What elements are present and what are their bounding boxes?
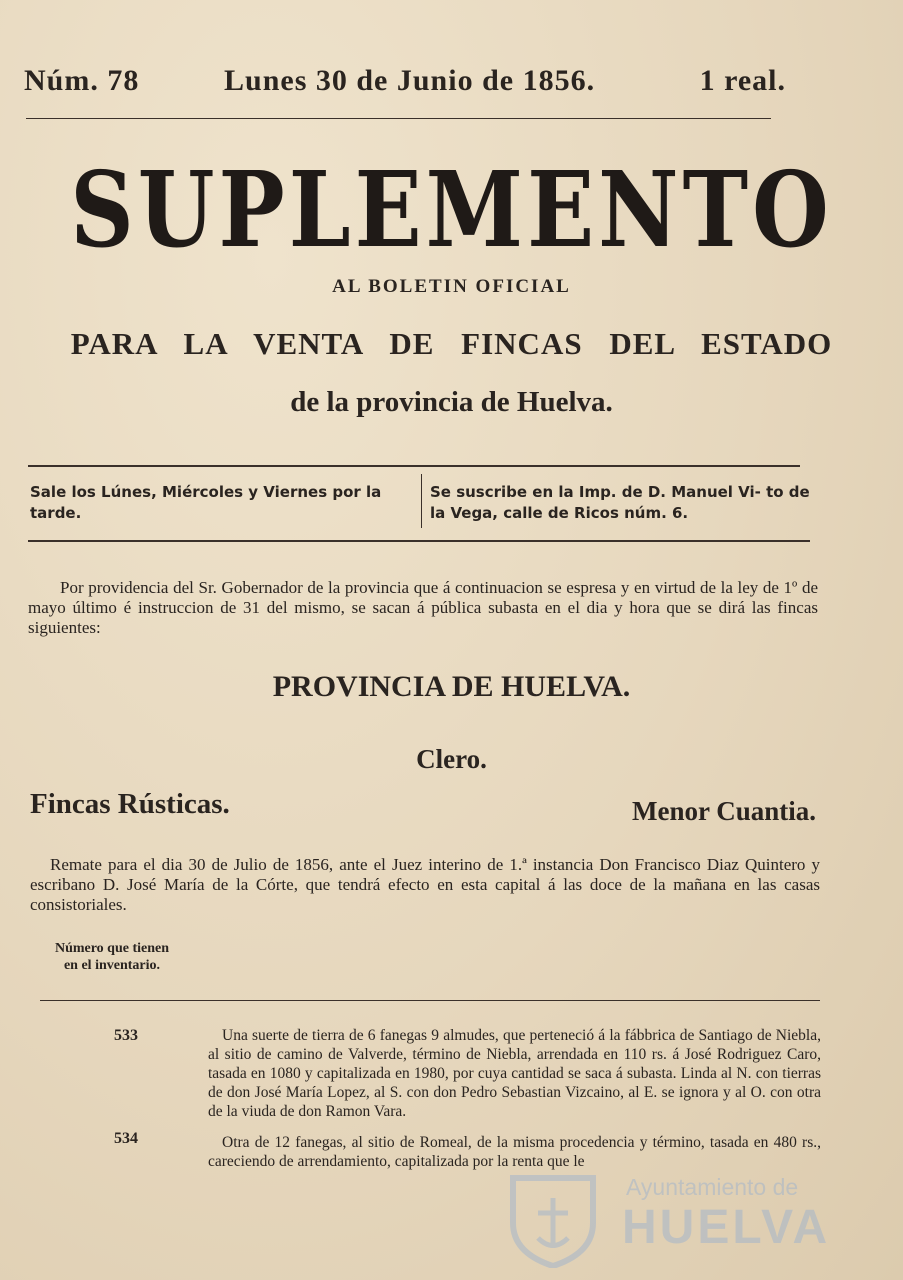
masthead-line <box>24 64 804 104</box>
divider <box>26 118 771 119</box>
watermark-text: HUELVA <box>622 1201 831 1254</box>
issue-price: 1 real. <box>699 64 786 97</box>
intro-paragraph: Por providencia del Sr. Gobernador de la provincia que á continuacion se espresa y en virtud de la ley de 1º de mayo último é instruccion de 31 del mismo, se sacan á pública subasta en el dia y hora que se dirá las fincas siguientes: <box>28 578 818 637</box>
entry-text: Una suerte de tierra de 6 fanegas 9 almudes, que perteneció á la fábbrica de Santiago de Niebla, al sitio de camino de Valverde, término de Niebla, arrendada en 110 rs. á José Rodriguez Caro, tasada en 1080 y capitalizada en 1980, por cuya cantidad se saca á subasta. Linda al N. con tierras de don José María Lopez, al S. con don Pedro Sebastian Vizcaino, al E. se ignora y al O. con otra de la viuda de don Ramon Vara. <box>208 1027 821 1120</box>
column-divider <box>421 474 422 528</box>
watermark-text: Ayuntamiento de <box>626 1174 799 1200</box>
entry-number: 534 <box>114 1130 138 1147</box>
inventory-number-header: Número que tienen en el inventario. <box>54 941 170 973</box>
shield-icon <box>498 1168 608 1268</box>
publication-schedule: Sale los Lúnes, Miércoles y Viernes por la tarde. <box>30 483 382 522</box>
heading-fincas-rusticas: Fincas Rústicas. <box>30 788 230 820</box>
subtitle-provincia: de la provincia de Huelva. <box>290 386 613 418</box>
subtitle-boletin: AL BOLETIN OFICIAL <box>332 276 571 297</box>
heading-clero: Clero. <box>416 744 487 774</box>
subscription-info: Se suscribe en la Imp. de D. Manuel Vi- to de la Vega, calle de Ricos núm. 6. <box>430 483 810 522</box>
issue-number: Núm. 78 <box>24 64 140 97</box>
heading-menor-cuantia: Menor Cuantia. <box>632 796 817 826</box>
watermark-logo <box>498 1168 838 1268</box>
subtitle-venta: PARA LA VENTA DE FINCAS DEL ESTADO <box>70 326 833 361</box>
divider <box>28 465 800 467</box>
page-title: SUPLEMENTO <box>70 148 833 271</box>
entry-number: 533 <box>114 1027 138 1044</box>
issue-date: Lunes 30 de Junio de 1856. <box>224 64 596 97</box>
remate-paragraph: Remate para el dia 30 de Julio de 1856, ante el Juez interino de 1.ª instancia Don Francisco Diaz Quintero y escribano D. José María de la Córte, que tendrá efecto en esta capital á las doce de la mañana en las casas consistoriales. <box>30 855 820 914</box>
divider <box>40 1000 820 1001</box>
divider <box>28 540 810 542</box>
heading-province: PROVINCIA DE HUELVA. <box>272 670 631 703</box>
entry-text: Otra de 12 fanegas, al sitio de Romeal, de la misma procedencia y término, tasada en 480 rs., careciendo de arrendamiento, capitalizada por la renta que le <box>208 1134 821 1170</box>
